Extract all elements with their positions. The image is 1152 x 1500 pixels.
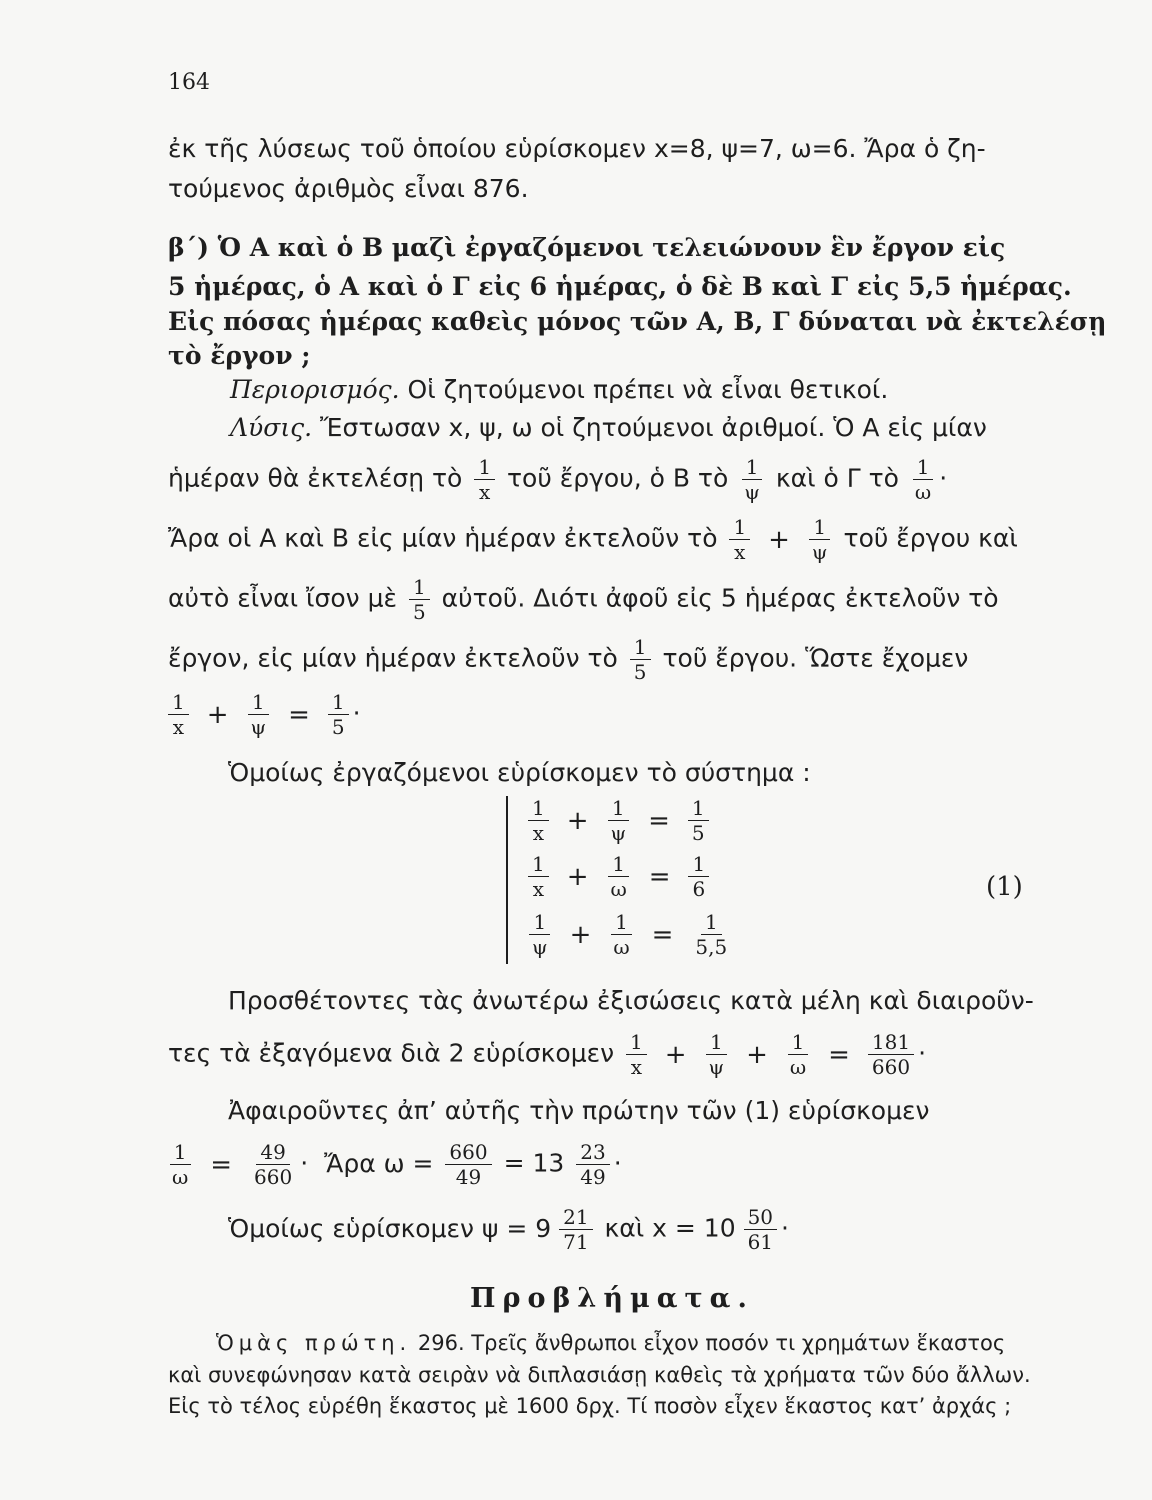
fraction: $\frac{1}{\psi}$ <box>808 515 832 564</box>
problem-statement: β΄) Ὁ Α καὶ ὁ Β μαζὶ ἐργαζόμενοι τελειώνουν ἓν ἔργον εἰς <box>168 233 1006 262</box>
solution-line: Προσθέτοντες τὰς ἀνωτέρω ἐξισώσεις κατὰ μέλη καὶ διαιροῦν- <box>228 986 1034 1015</box>
fraction: $\frac{1}{\psi}$ <box>606 796 630 845</box>
fraction: $\frac{1}{x}$ <box>626 1030 647 1079</box>
solution-line: ἡμέραν θὰ ἐκτελέσῃ τὸ $\frac{1}{x}$ τοῦ ἔργου, ὁ Β τὸ $\frac{1}{\psi}$ καὶ ὁ Γ τὸ $\frac{1}{\omega}$ · <box>168 455 948 504</box>
restriction-text: Οἱ ζητούμενοι πρέπει νὰ εἶναι θετικοί. <box>399 375 889 404</box>
solution-line: Ὁμοίως ἐργαζόμενοι εὑρίσκομεν τὸ σύστημα : <box>228 758 811 787</box>
equation-line: $\frac{1}{x}$ + $\frac{1}{\psi}$ = $\frac{1}{5}$ · <box>168 690 1043 739</box>
fraction: $\frac{49}{660}$ <box>254 1140 293 1189</box>
system-equation: $\frac{1}{\psi}$ + $\frac{1}{\omega}$ = $\frac{1}{5,5}$ <box>524 910 735 959</box>
solution-line: ἔργον, εἰς μίαν ἡμέραν ἐκτελοῦν τὸ $\frac{1}{5}$ τοῦ ἔργου. Ὥστε ἔχομεν <box>168 635 969 684</box>
system-brace <box>506 796 518 964</box>
solution-line: αὐτὸ εἶναι ἴσον μὲ $\frac{1}{5}$ αὐτοῦ. Διότι ἀφοῦ εἰς 5 ἡμέρας ἐκτελοῦν τὸ <box>168 575 999 624</box>
fraction: $\frac{1}{\omega}$ <box>609 910 633 959</box>
exercise-line: Εἰς τὸ τέλος εὑρέθη ἕκαστος μὲ 1600 δρχ. Τί ποσὸν εἶχεν ἕκαστος κατ’ ἀρχάς ; <box>168 1394 1012 1418</box>
system-equation: $\frac{1}{x}$ + $\frac{1}{\omega}$ = $\frac{1}{6}$ <box>524 852 713 901</box>
page-number: 164 <box>168 70 210 95</box>
fraction: $\frac{1}{\psi}$ <box>740 455 764 504</box>
fraction: $\frac{660}{49}$ <box>445 1140 491 1189</box>
solution-line: τες τὰ ἐξαγόμενα διὰ 2 εὑρίσκομεν $\frac{1}{x}$ + $\frac{1}{\psi}$ + $\frac{1}{\omega}$ = $\frac{181}{660}$ · <box>168 1030 927 1079</box>
fraction: $\frac{1}{\omega}$ <box>168 1140 192 1189</box>
fraction: $\frac{1}{\omega}$ <box>606 852 630 901</box>
fraction: $\frac{1}{x}$ <box>528 852 549 901</box>
fraction: $\frac{1}{5,5}$ <box>695 910 728 959</box>
fraction: $\frac{23}{49}$ <box>576 1140 609 1189</box>
fraction: $\frac{1}{x}$ <box>474 455 495 504</box>
solution-line: Λύσις. Ἔστωσαν x, ψ, ω οἱ ζητούμενοι ἀριθμοί. Ὁ Α εἰς μίαν <box>230 413 987 442</box>
problem-statement: τὸ ἔργον ; <box>168 341 311 370</box>
fraction: $\frac{1}{\psi}$ <box>528 910 552 959</box>
solution-line: Ὁμοίως εὑρίσκομεν ψ = 9 $\frac{21}{71}$ καὶ x = 10 $\frac{50}{61}$ · <box>228 1205 789 1254</box>
fraction: $\frac{1}{\omega}$ <box>911 455 935 504</box>
exercise-line: Ὁμὰς πρώτη. 296. Τρεῖς ἄνθρωποι εἶχον ποσόν τι χρημάτων ἕκαστος <box>216 1331 1006 1355</box>
exercise-line: καὶ συνεφώνησαν κατὰ σειρὰν νὰ διπλασιάσῃ καθεὶς τὰ χρήματα τῶν δύο ἄλλων. <box>168 1363 1031 1387</box>
fraction: $\frac{1}{x}$ <box>168 690 189 739</box>
fraction: $\frac{1}{\psi}$ <box>246 690 270 739</box>
problem-statement: Εἰς πόσας ἡμέρας καθεὶς μόνος τῶν Α, Β, Γ δύναται νὰ ἐκτελέσῃ <box>168 307 1107 336</box>
equation-label: (1) <box>986 872 1023 902</box>
fraction: $\frac{50}{61}$ <box>744 1205 777 1254</box>
problem-statement: 5 ἡμέρας, ὁ Α καὶ ὁ Γ εἰς 6 ἡμέρας, ὁ δὲ Β καὶ Γ εἰς 5,5 ἡμέρας. <box>168 272 1072 301</box>
fraction: $\frac{1}{x}$ <box>528 796 549 845</box>
fraction: $\frac{1}{6}$ <box>688 852 709 901</box>
equation-line: $\frac{1}{\omega}$ = $\frac{49}{660}$ · Ἄρα ω = $\frac{660}{49}$ = 13 $\frac{23}{49}$ · <box>168 1140 1043 1189</box>
fraction: $\frac{1}{5}$ <box>688 796 709 845</box>
fraction: $\frac{181}{660}$ <box>868 1030 914 1079</box>
section-heading: Προβλήματα. <box>470 1283 754 1314</box>
solution-label: Λύσις. <box>230 413 313 442</box>
solution-line: Ἀφαιροῦντες ἀπ’ αὐτῆς τὴν πρώτην τῶν (1) εὑρίσκομεν <box>228 1096 930 1125</box>
restriction-line <box>168 374 1043 406</box>
solution-line: Ἄρα οἱ Α καὶ Β εἰς μίαν ἡμέραν ἐκτελοῦν τὸ $\frac{1}{x}$ + $\frac{1}{\psi}$ τοῦ ἔργου καὶ <box>168 515 1018 564</box>
system-equation: $\frac{1}{x}$ + $\frac{1}{\psi}$ = $\frac{1}{5}$ <box>524 796 713 845</box>
fraction: $\frac{1}{\omega}$ <box>786 1030 810 1079</box>
exercise-group-label: Ὁμὰς πρώτη. <box>216 1331 412 1355</box>
text-line: τούμενος ἀριθμὸς εἶναι 876. <box>168 174 529 203</box>
fraction: $\frac{1}{5}$ <box>328 690 349 739</box>
text-line: ἐκ τῆς λύσεως τοῦ ὁποίου εὑρίσκομεν x=8, ψ=7, ω=6. Ἄρα ὁ ζη- <box>168 134 986 163</box>
restriction-label: Περιορισμός. <box>230 375 400 404</box>
fraction: $\frac{1}{\psi}$ <box>704 1030 728 1079</box>
fraction: $\frac{21}{71}$ <box>559 1205 592 1254</box>
fraction: $\frac{1}{5}$ <box>409 575 430 624</box>
fraction: $\frac{1}{5}$ <box>630 635 651 684</box>
fraction: $\frac{1}{x}$ <box>729 515 750 564</box>
